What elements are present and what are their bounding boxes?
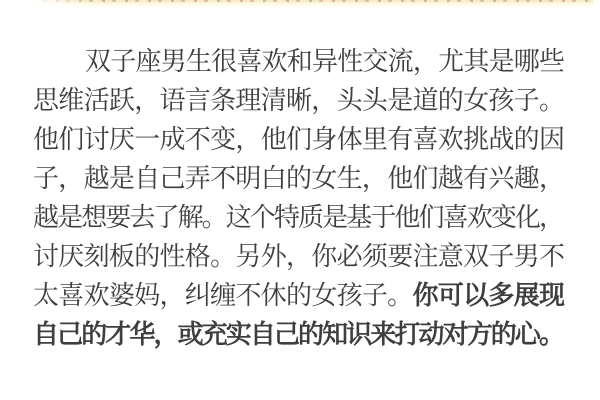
text-segment: 太喜欢婆妈，纠缠不休的女孩子。 (33, 280, 413, 310)
text-line: 越是想要去了解。这个特质是基于他们喜欢变化， (33, 202, 563, 232)
text-line: 讨厌刻板的性格。另外，你必须要注意双子男不 (33, 241, 563, 271)
emphasis-text: 你可以多展现 (412, 280, 563, 310)
text-line (33, 315, 563, 354)
text-line: 思维活跃，语言条理清晰，头头是道的女孩子。 (33, 85, 563, 115)
text-line: 双子座男生很喜欢和异性交流，尤其是哪些 (85, 46, 563, 76)
article-text (33, 42, 563, 354)
text-line: 他们讨厌一成不变，他们身体里有喜欢挑战的因 (33, 124, 563, 154)
emphasis-text: 自己的才华，或充实自己的知识来打动对方的心。 (33, 319, 563, 349)
highlight-strip-decoration (33, 0, 593, 8)
text-line: 子，越是自己弄不明白的女生，他们越有兴趣， (33, 163, 563, 193)
text-line (33, 276, 563, 315)
